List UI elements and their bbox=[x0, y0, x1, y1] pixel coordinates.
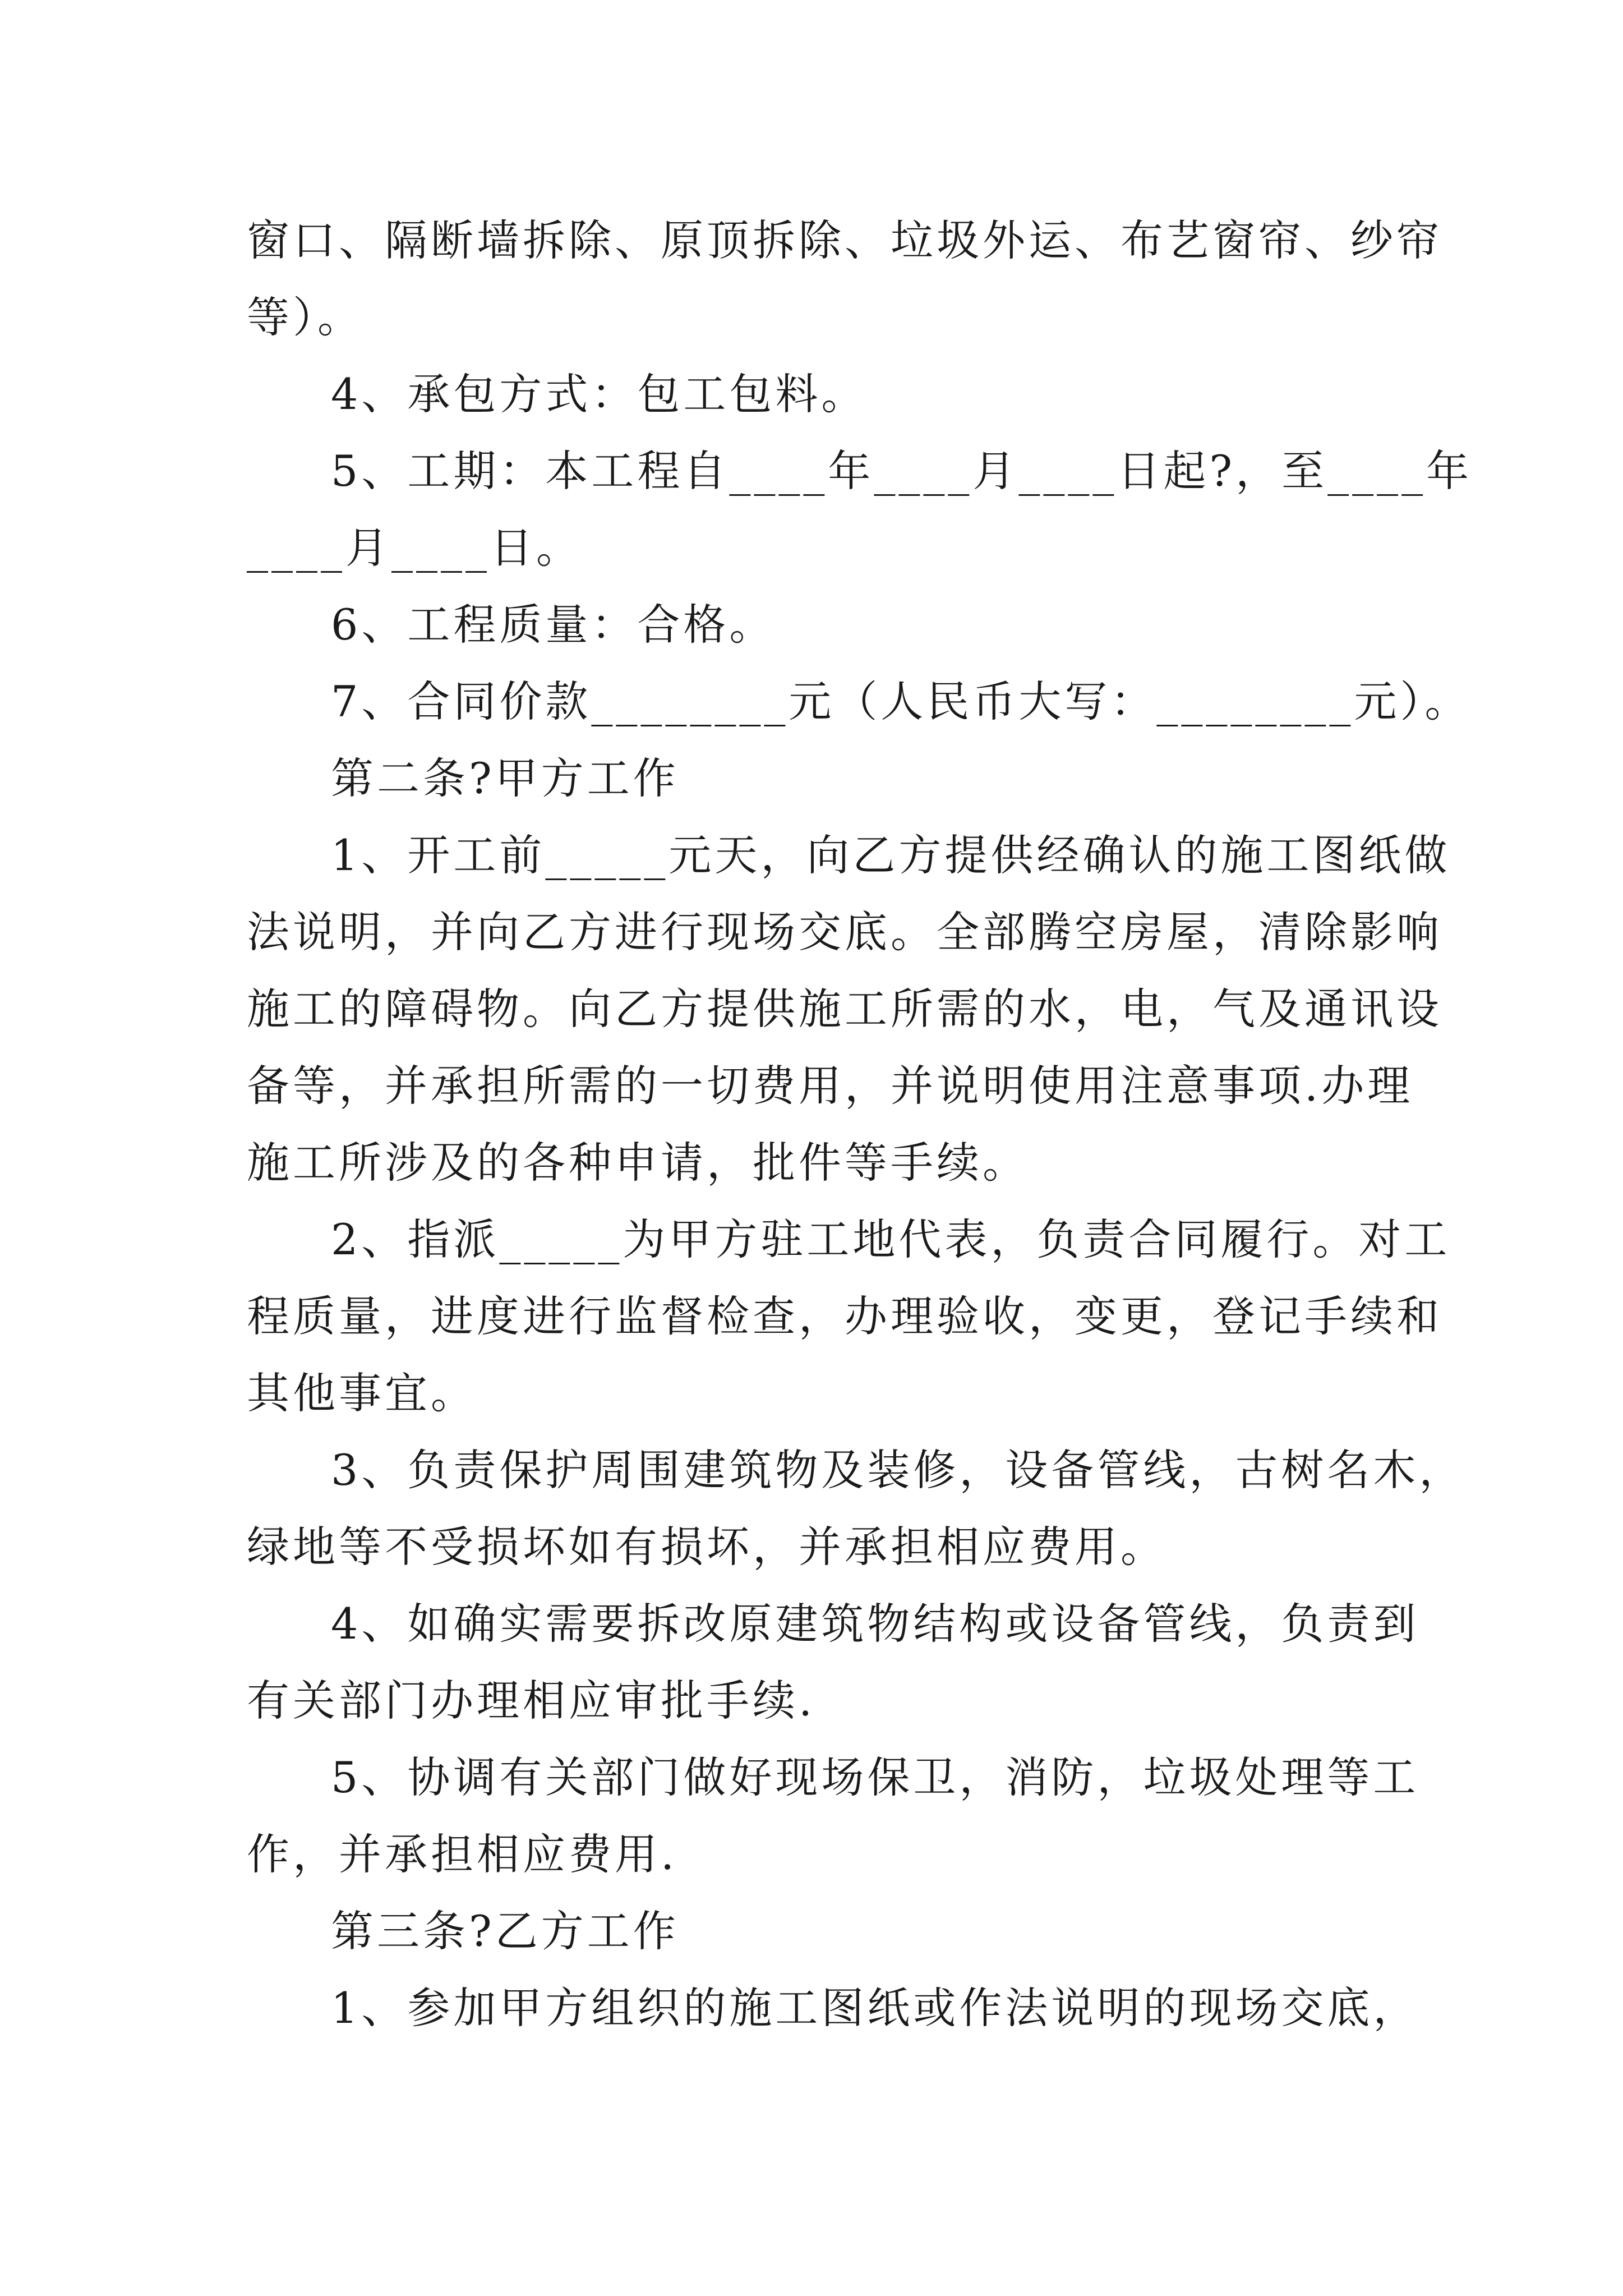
text-line: ____月____日。 bbox=[247, 523, 582, 573]
text-line: 7、合同价款________元（人民币大写：________元）。 bbox=[331, 677, 1471, 726]
text-line: 程质量，进度进行监督检查，办理验收，变更，登记手续和 bbox=[247, 1291, 1442, 1341]
text-line: 4、如确实需要拆改原建筑物结构或设备管线，负责到 bbox=[331, 1599, 1419, 1649]
text-line: 施工所涉及的各种申请，批件等手续。 bbox=[247, 1138, 1029, 1188]
text-line: 有关部门办理相应审批手续. bbox=[247, 1676, 816, 1726]
text-line: 窗口、隔断墙拆除、原顶拆除、垃圾外运、布艺窗帘、纱帘 bbox=[247, 215, 1442, 265]
text-line: 4、承包方式：包工包料。 bbox=[331, 369, 868, 419]
text-line: 1、参加甲方组织的施工图纸或作法说明的现场交底， bbox=[331, 1983, 1419, 2033]
text-line: 法说明，并向乙方进行现场交底。全部腾空房屋，清除影响 bbox=[247, 907, 1442, 957]
text-line: 作，并承担相应费用. bbox=[247, 1829, 678, 1879]
text-line: 5、协调有关部门做好现场保卫，消防，垃圾处理等工 bbox=[331, 1752, 1419, 1802]
text-line: 6、工程质量：合格。 bbox=[331, 600, 776, 650]
text-line: 5、工期：本工程自____年____月____日起?，至____年 bbox=[331, 446, 1473, 496]
text-line: 2、指派_____为甲方驻工地代表，负责合同履行。对工 bbox=[331, 1214, 1451, 1264]
text-line: 绿地等不受损坏如有损坏，并承担相应费用。 bbox=[247, 1522, 1166, 1572]
text-line: 等）。 bbox=[247, 292, 363, 342]
section-heading: 第三条?乙方工作 bbox=[331, 1906, 679, 1956]
text-line: 其他事宜。 bbox=[247, 1368, 477, 1418]
text-line: 备等，并承担所需的一切费用，并说明使用注意事项.办理 bbox=[247, 1061, 1414, 1111]
document-page bbox=[247, 202, 1473, 2046]
text-line: 3、负责保护周围建筑物及装修，设备管线，古树名木， bbox=[331, 1445, 1465, 1495]
text-line: 1、开工前_____元天，向乙方提供经确认的施工图纸做 bbox=[331, 830, 1451, 880]
section-heading: 第二条?甲方工作 bbox=[331, 753, 679, 803]
text-line: 施工的障碍物。向乙方提供施工所需的水，电，气及通讯设 bbox=[247, 984, 1442, 1034]
